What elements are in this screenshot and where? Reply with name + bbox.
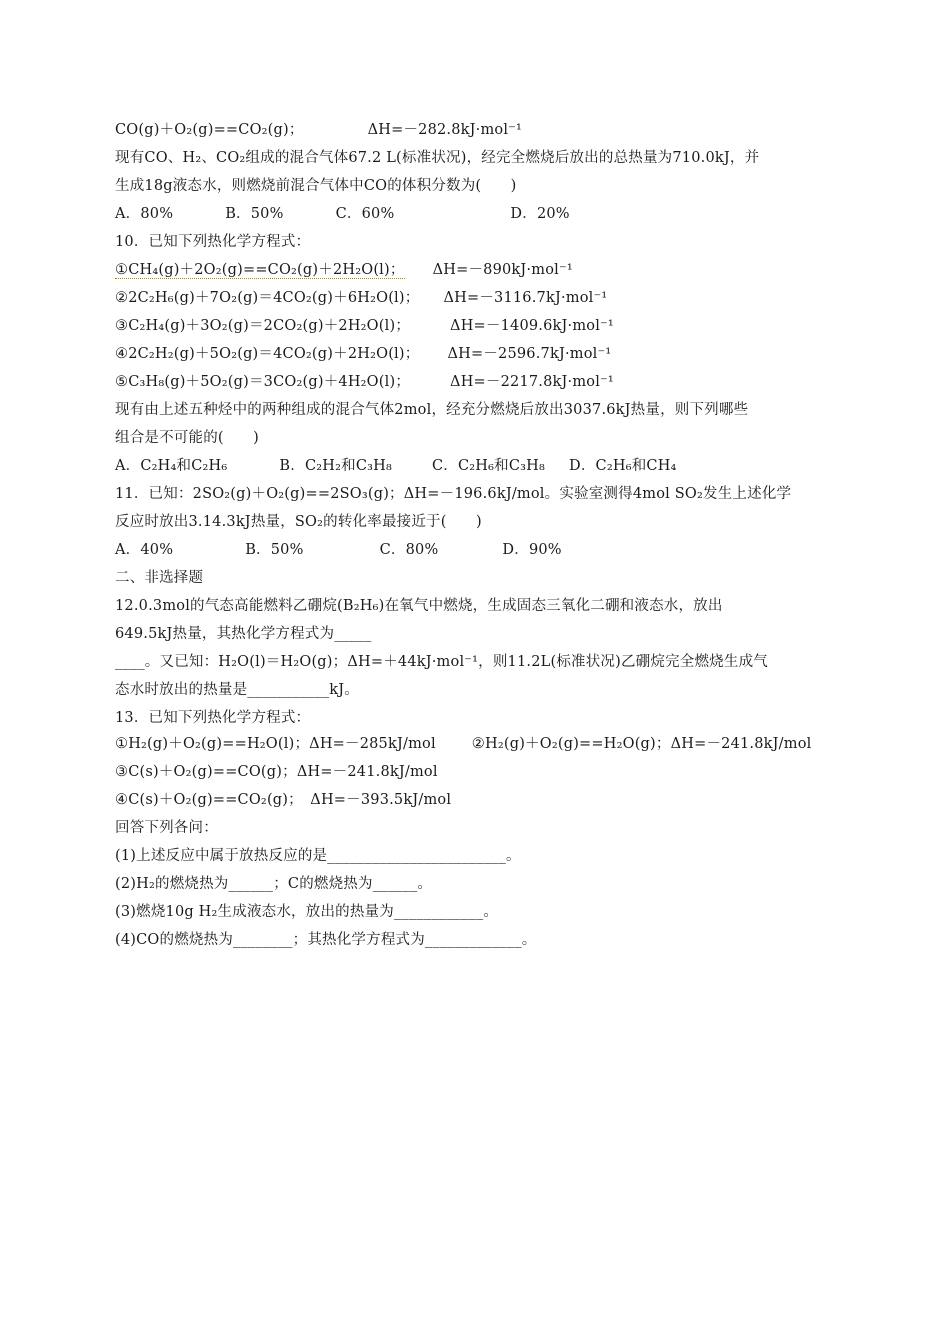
q9-option-b: B．50% [225, 206, 284, 222]
q11-stem-line-2: 反应时放出3.14.3kJ热量，SO₂的转化率最接近于( ) [115, 514, 482, 530]
q10-dh1: ΔH=－890kJ·mol⁻¹ [432, 262, 573, 278]
q10-eq5-line [115, 372, 614, 392]
q10-eq1: ①CH₄(g)＋2O₂(g)==CO₂(g)＋2H₂O(l)； [115, 262, 405, 278]
q10-eq1-line [115, 260, 573, 280]
q10-stem-line-1: 现有由上述五种烃中的两种组成的混合气体2mol，经充分燃烧后放出3037.6kJ热量，则下列哪些 [115, 402, 749, 418]
q13-eq3: ③C(s)＋O₂(g)==CO(g)；ΔH=－241.8kJ/mol [115, 764, 438, 780]
q12-line-4: 态水时放出的热量是___________kJ。 [115, 682, 359, 698]
q10-eq2: ②2C₂H₆(g)＋7O₂(g)＝4CO₂(g)＋6H₂O(l)； [115, 290, 420, 306]
q9-option-d: D．20% [510, 206, 570, 222]
q10-eq5: ⑤C₃H₈(g)＋5O₂(g)＝3CO₂(g)＋4H₂O(l)； [115, 374, 411, 390]
q10-options [115, 456, 677, 476]
q11-option-c: C．80% [379, 542, 439, 558]
q12-line-1: 12.0.3mol的气态高能燃料乙硼烷(B₂H₆)在氧气中燃烧，生成固态三氧化二硼和液态水，放出 [115, 598, 723, 614]
q10-eq3: ③C₂H₄(g)＋3O₂(g)＝2CO₂(g)＋2H₂O(l)； [115, 318, 411, 334]
q10-eq4-line [115, 344, 611, 364]
q11-option-b: B．50% [245, 542, 304, 558]
q11-option-d: D．90% [502, 542, 562, 558]
q11-option-a: A．40% [115, 542, 174, 558]
q10-option-c: C．C₂H₆和C₃H₈ [432, 458, 546, 474]
q12-line-3: ____。又已知：H₂O(l)＝H₂O(g)；ΔH=＋44kJ·mol⁻¹，则11.2L(标准状况)乙硼烷完全燃烧生成气 [115, 654, 768, 670]
q9-option-c: C．60% [335, 206, 395, 222]
q10-option-d: D．C₂H₆和CH₄ [569, 458, 677, 474]
q13-eq2: ②H₂(g)＋O₂(g)==H₂O(g)；ΔH=－241.8kJ/mol [471, 736, 812, 752]
q11-options [115, 540, 562, 560]
q9-option-a: A．80% [115, 206, 174, 222]
q9-options [115, 204, 570, 224]
q13-title: 13．已知下列热化学方程式： [115, 710, 311, 726]
q10-eq2-line [115, 288, 607, 308]
q10-dh2: ΔH=－3116.7kJ·mol⁻¹ [443, 290, 608, 306]
q13-prompt: 回答下列各问： [115, 820, 218, 836]
q10-option-a: A．C₂H₄和C₂H₆ [115, 458, 228, 474]
q13-eq4: ④C(s)＋O₂(g)==CO₂(g)； ΔH=－393.5kJ/mol [115, 792, 452, 808]
q13-part-3: (3)燃烧10g H₂生成液态水，放出的热量为____________。 [115, 904, 499, 920]
q9-stem-line-1: 现有CO、H₂、CO₂组成的混合气体67.2 L(标准状况)，经完全燃烧后放出的总热量为710.0kJ，并 [115, 150, 760, 166]
q13-eq1: ①H₂(g)＋O₂(g)==H₂O(l)；ΔH=－285kJ/mol [115, 736, 436, 752]
q10-eq3-line [115, 316, 614, 336]
q9-equation: CO(g)＋O₂(g)==CO₂(g)； [115, 122, 304, 138]
q10-eq4: ④2C₂H₂(g)＋5O₂(g)＝4CO₂(g)＋2H₂O(l)； [115, 346, 420, 362]
q13-eq12-line [115, 734, 811, 754]
q10-title: 10．已知下列热化学方程式： [115, 234, 311, 250]
q10-dh3: ΔH=－1409.6kJ·mol⁻¹ [450, 318, 614, 334]
q10-option-b: B．C₂H₂和C₃H₈ [279, 458, 392, 474]
q10-dh5: ΔH=－2217.8kJ·mol⁻¹ [450, 374, 614, 390]
section-heading: 二、非选择题 [115, 570, 204, 586]
q11-stem-line-1: 11．已知：2SO₂(g)＋O₂(g)==2SO₃(g)；ΔH=－196.6kJ/mol。实验室测得4mol SO₂发生上述化学 [115, 486, 792, 502]
q12-line-2: 649.5kJ热量，其热化学方程式为_____ [115, 626, 372, 642]
q9-enthalpy: ΔH=－282.8kJ·mol⁻¹ [367, 122, 523, 138]
q13-part-4: (4)CO的燃烧热为________；其热化学方程式为_____________。 [115, 932, 537, 948]
q10-dh4: ΔH=－2596.7kJ·mol⁻¹ [447, 346, 612, 362]
q9-stem-line-2: 生成18g液态水，则燃烧前混合气体中CO的体积分数为( ) [115, 178, 517, 194]
q10-stem-line-2: 组合是不可能的( ) [115, 430, 260, 446]
q13-part-1: (1)上述反应中属于放热反应的是________________________。 [115, 848, 521, 864]
q13-part-2: (2)H₂的燃烧热为______；C的燃烧热为______。 [115, 876, 433, 892]
q9-equation-line [115, 120, 522, 140]
